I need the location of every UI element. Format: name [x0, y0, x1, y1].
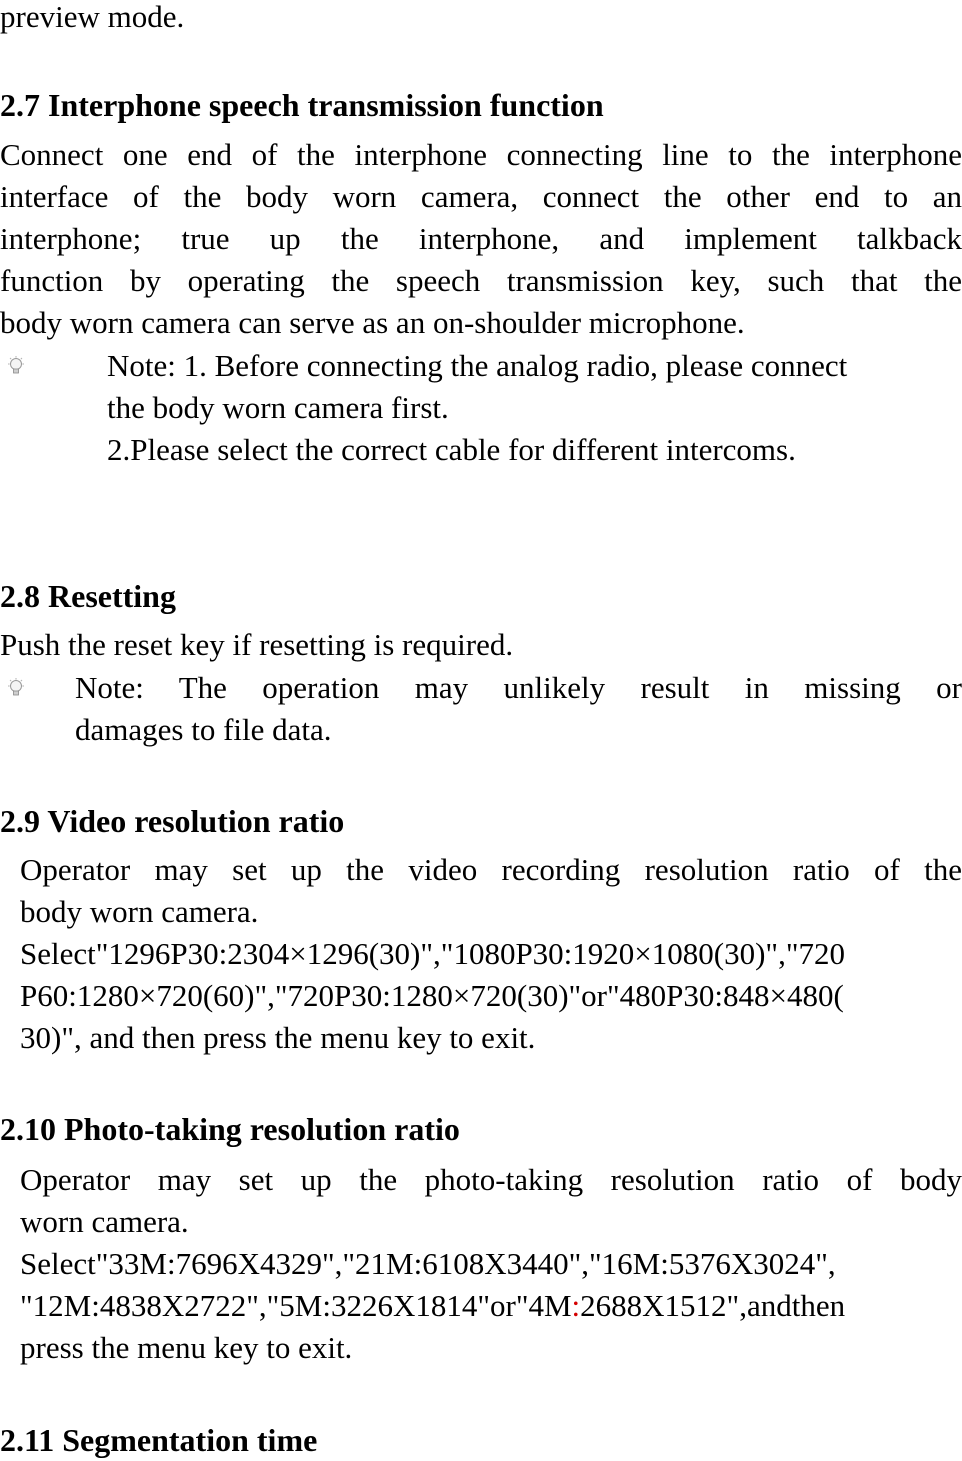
paragraph-line: Connect one end of the interphone connecting line to the interphone — [0, 137, 962, 172]
paragraph-line: P60:1280×720(60)","720P30:1280×720(30)"or"480P30:848×480( — [20, 978, 844, 1013]
note-line: the body worn camera first. — [107, 390, 449, 425]
paragraph-line: Push the reset key if resetting is required. — [0, 627, 514, 662]
paragraph-line: Select"1296P30:2304×1296(30)","1080P30:1920×1080(30)","720 — [20, 936, 845, 971]
paragraph-line: Operator may set up the photo-taking resolution ratio of body — [20, 1162, 962, 1197]
paragraph-line: Operator may set up the video recording resolution ratio of the — [20, 852, 962, 887]
highlighted-colon: : — [571, 1288, 581, 1323]
paragraph-line: worn camera. — [20, 1204, 189, 1239]
lightbulb-icon — [6, 678, 26, 700]
paragraph-line: interphone; true up the interphone, and implement talkback — [0, 221, 962, 256]
note-line: damages to file data. — [75, 712, 332, 747]
section-heading-2-11: 2.11 Segmentation time — [0, 1422, 318, 1458]
paragraph-line: press the menu key to exit. — [20, 1330, 353, 1365]
intro-text: preview mode. — [0, 0, 185, 34]
paragraph-line: interface of the body worn camera, connect the other end to an — [0, 179, 962, 214]
line-part: 2688X1512",andthen — [580, 1288, 846, 1323]
note-line: Note: The operation may unlikely result in missing or — [75, 670, 962, 705]
paragraph-line: function by operating the speech transmission key, such that the — [0, 263, 962, 298]
section-heading-2-8: 2.8 Resetting — [0, 578, 176, 614]
section-heading-2-10: 2.10 Photo-taking resolution ratio — [0, 1111, 460, 1147]
paragraph-line: body worn camera. — [20, 894, 259, 929]
line-part: "12M:4838X2722","5M:3226X1814"or"4M — [20, 1288, 572, 1323]
paragraph-line: Select"33M:7696X4329","21M:6108X3440","16M:5376X3024", — [20, 1246, 836, 1281]
note-line: Note: 1. Before connecting the analog radio, please connect — [107, 348, 848, 383]
section-heading-2-9: 2.9 Video resolution ratio — [0, 803, 345, 839]
note-line: 2.Please select the correct cable for different intercoms. — [107, 432, 796, 467]
section-heading-2-7: 2.7 Interphone speech transmission function — [0, 87, 604, 123]
lightbulb-icon — [6, 356, 26, 378]
paragraph-line-with-highlight — [20, 1285, 845, 1327]
paragraph-line: body worn camera can serve as an on-shoulder microphone. — [0, 305, 745, 340]
paragraph-line: 30)", and then press the menu key to exit. — [20, 1020, 536, 1055]
